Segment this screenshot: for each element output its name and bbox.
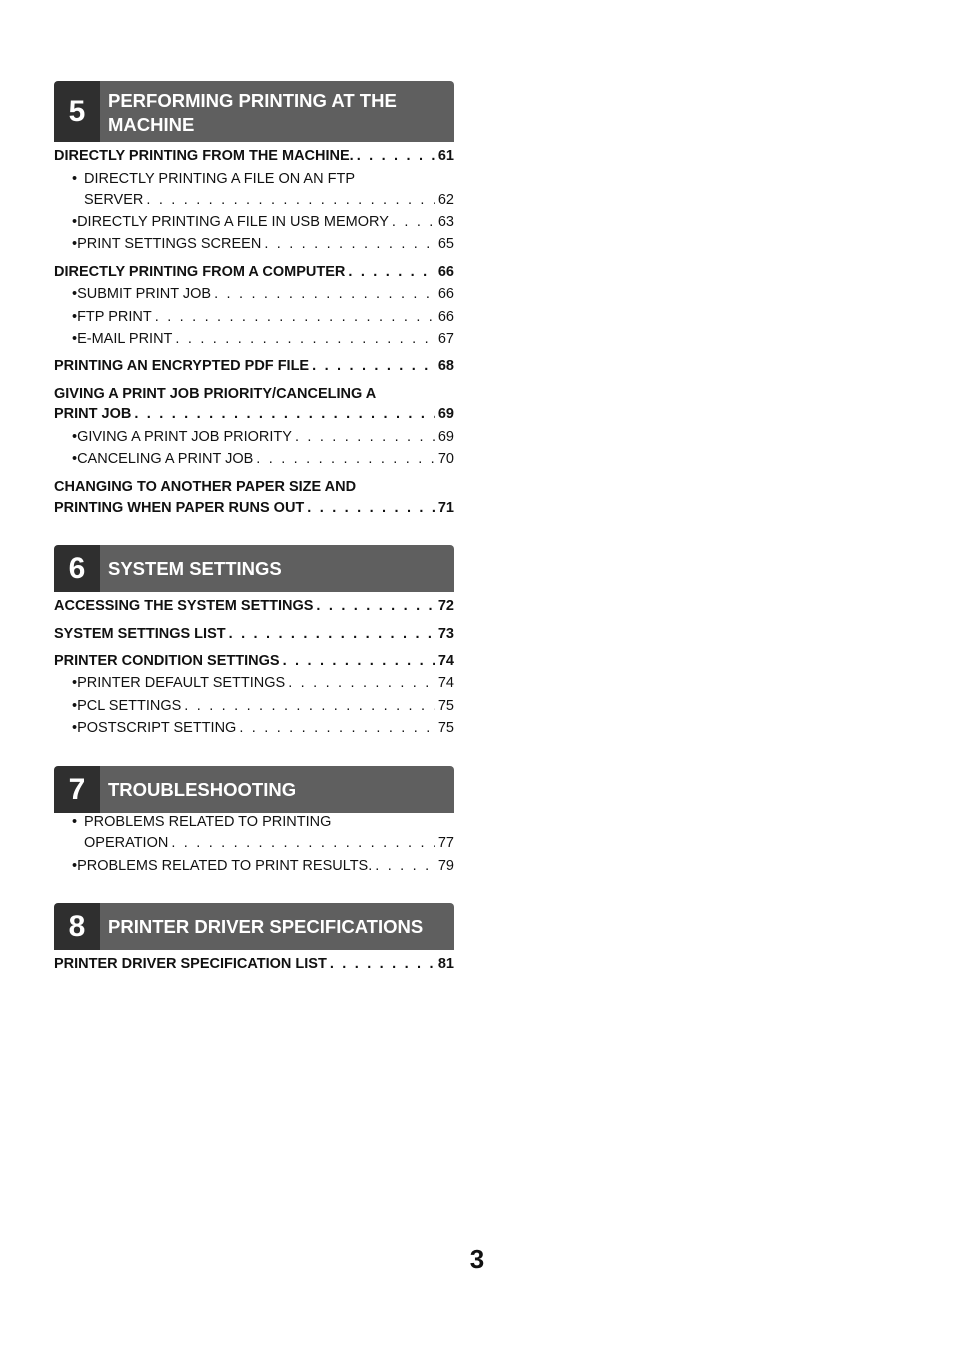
toc-sub-entry[interactable]: • PRINTER DEFAULT SETTINGS . . . 74 [72,674,454,692]
chapter-title: TROUBLESHOOTING [100,766,454,813]
chapter-5-header [54,81,454,142]
chapter-number: 6 [54,545,100,592]
toc-entry[interactable]: PRINTER CONDITION SETTINGS . . . 74 [54,652,454,670]
page-ref: 68 [437,358,454,374]
page-ref: 71 [437,500,454,516]
toc-entry[interactable]: GIVING A PRINT JOB PRIORITY/CANCELING A PRINT JOB . . . 69 [54,385,454,423]
toc-sub-entry[interactable]: • CANCELING A PRINT JOB . . . 70 [72,450,454,468]
page-ref: 67 [437,331,454,347]
toc-entry[interactable]: CHANGING TO ANOTHER PAPER SIZE AND PRINTING WHEN PAPER RUNS OUT . . . 71 [54,478,454,517]
page-ref: 74 [437,653,454,669]
chapter-number: 7 [54,766,100,813]
chapter-title: SYSTEM SETTINGS [100,545,454,592]
chapter-6-header [54,545,454,592]
toc-entry[interactable]: DIRECTLY PRINTING FROM A COMPUTER . . . 66 [54,263,454,281]
page-ref: 69 [437,429,454,445]
chapter-number: 5 [54,81,100,142]
toc-sub-entry[interactable]: • E-MAIL PRINT . . . 67 [72,330,454,348]
toc-sub-entry[interactable]: • PROBLEMS RELATED TO PRINT RESULTS. . . . 79 [72,857,454,875]
toc-sub-entry[interactable]: • SUBMIT PRINT JOB . . . 66 [72,285,454,303]
toc-sub-entry[interactable]: • PROBLEMS RELATED TO PRINTING OPERATION . . . 77 [72,813,454,852]
page-ref: 75 [437,698,454,714]
toc-sub-entry[interactable]: • FTP PRINT . . . 66 [72,308,454,326]
toc-entry[interactable]: DIRECTLY PRINTING FROM THE MACHINE. . . . 61 [54,147,454,165]
page-ref: 69 [437,406,454,422]
page-ref: 70 [437,451,454,467]
toc-sub-entry[interactable]: • DIRECTLY PRINTING A FILE IN USB MEMORY . . . 63 [72,213,454,231]
toc-sub-entry[interactable]: • GIVING A PRINT JOB PRIORITY . . . 69 [72,428,454,446]
page-ref: 74 [437,675,454,691]
page-ref: 81 [437,956,454,972]
page-number: 3 [469,1244,485,1274]
page-ref: 77 [437,835,454,851]
toc-entry[interactable]: PRINTER DRIVER SPECIFICATION LIST . . . 81 [54,955,454,973]
page-ref: 66 [437,264,454,280]
chapter-8-header [54,903,454,950]
page-ref: 65 [437,236,454,252]
chapter-number: 8 [54,903,100,950]
page-ref: 75 [437,720,454,736]
toc-sub-entry[interactable]: • PCL SETTINGS . . . 75 [72,697,454,715]
page-ref: 63 [437,214,454,230]
page-ref: 66 [437,309,454,325]
toc-sub-entry[interactable]: • POSTSCRIPT SETTING . . . 75 [72,719,454,737]
page-ref: 62 [437,192,454,208]
page-ref: 61 [437,148,454,164]
page-ref: 79 [437,858,454,874]
page-ref: 66 [437,286,454,302]
chapter-title: PRINTER DRIVER SPECIFICATIONS [100,903,454,950]
toc-entry[interactable]: ACCESSING THE SYSTEM SETTINGS . . . 72 [54,597,454,615]
page-ref: 73 [437,626,454,642]
toc-entry[interactable]: PRINTING AN ENCRYPTED PDF FILE . . . 68 [54,357,454,375]
toc-entry[interactable]: SYSTEM SETTINGS LIST . . . 73 [54,625,454,643]
toc-sub-entry[interactable]: • DIRECTLY PRINTING A FILE ON AN FTP SERVER . . . 62 [72,170,454,209]
chapter-7-header [54,766,454,813]
toc-sub-entry[interactable]: • PRINT SETTINGS SCREEN . . . 65 [72,235,454,253]
chapter-title: PERFORMING PRINTING AT THE MACHINE [100,81,454,142]
page-ref: 72 [437,598,454,614]
